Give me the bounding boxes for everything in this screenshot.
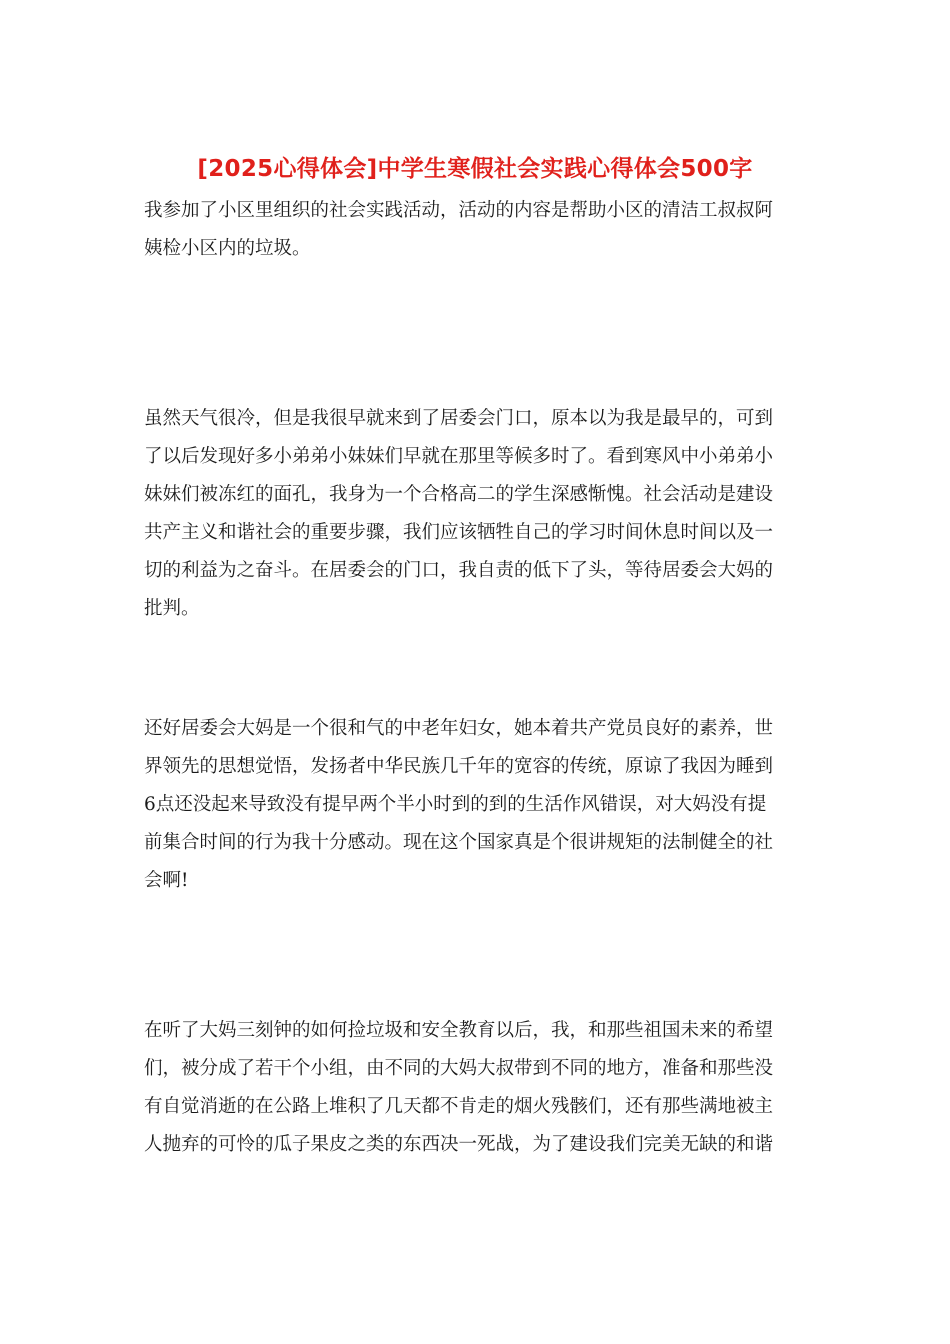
paragraph-line: 妹妹们被冻红的面孔，我身为一个合格高二的学生深感惭愧。社会活动是建设: [144, 484, 774, 505]
paragraph-2: [144, 400, 810, 628]
paragraph-line: 虽然天气很冷，但是我很早就来到了居委会门口，原本以为我是最早的，可到: [144, 408, 774, 429]
paragraph-line: 切的利益为之奋斗。在居委会的门口，我自责的低下了头，等待居委会大妈的: [144, 560, 774, 581]
paragraph-3: [144, 710, 810, 900]
paragraph-line: 在听了大妈三刻钟的如何捡垃圾和安全教育以后，我，和那些祖国未来的希望: [144, 1020, 774, 1041]
paragraph-line: 有自觉消逝的在公路上堆积了几天都不肯走的烟火残骸们，还有那些满地被主: [144, 1096, 774, 1117]
paragraph-line: 界领先的思想觉悟，发扬者中华民族几千年的宽容的传统，原谅了我因为睡到: [144, 756, 774, 777]
paragraph-line: 姨检小区内的垃圾。: [144, 238, 311, 259]
document-title: [2025心得体会]中学生寒假社会实践心得体会500字: [197, 156, 753, 182]
paragraph-line: 会啊!: [144, 870, 189, 891]
paragraph-1: [144, 192, 810, 268]
paragraph-4: [144, 1012, 810, 1164]
paragraph-line: 们，被分成了若干个小组，由不同的大妈大叔带到不同的地方，准备和那些没: [144, 1058, 774, 1079]
paragraph-line: 我参加了小区里组织的社会实践活动，活动的内容是帮助小区的清洁工叔叔阿: [144, 200, 774, 221]
paragraph-line: 了以后发现好多小弟弟小妹妹们早就在那里等候多时了。看到寒风中小弟弟小: [144, 446, 774, 467]
paragraph-line: 6点还没起来导致没有提早两个半小时到的到的生活作风错误，对大妈没有提: [144, 794, 767, 815]
paragraph-line: 批判。: [144, 598, 200, 619]
paragraph-line: 共产主义和谐社会的重要步骤，我们应该牺牲自己的学习时间休息时间以及一: [144, 522, 774, 543]
paragraph-line: 还好居委会大妈是一个很和气的中老年妇女，她本着共产党员良好的素养，世: [144, 718, 774, 739]
paragraph-line: 人抛弃的可怜的瓜子果皮之类的东西决一死战，为了建设我们完美无缺的和谐: [144, 1134, 774, 1155]
paragraph-line: 前集合时间的行为我十分感动。现在这个国家真是个很讲规矩的法制健全的社: [144, 832, 774, 853]
